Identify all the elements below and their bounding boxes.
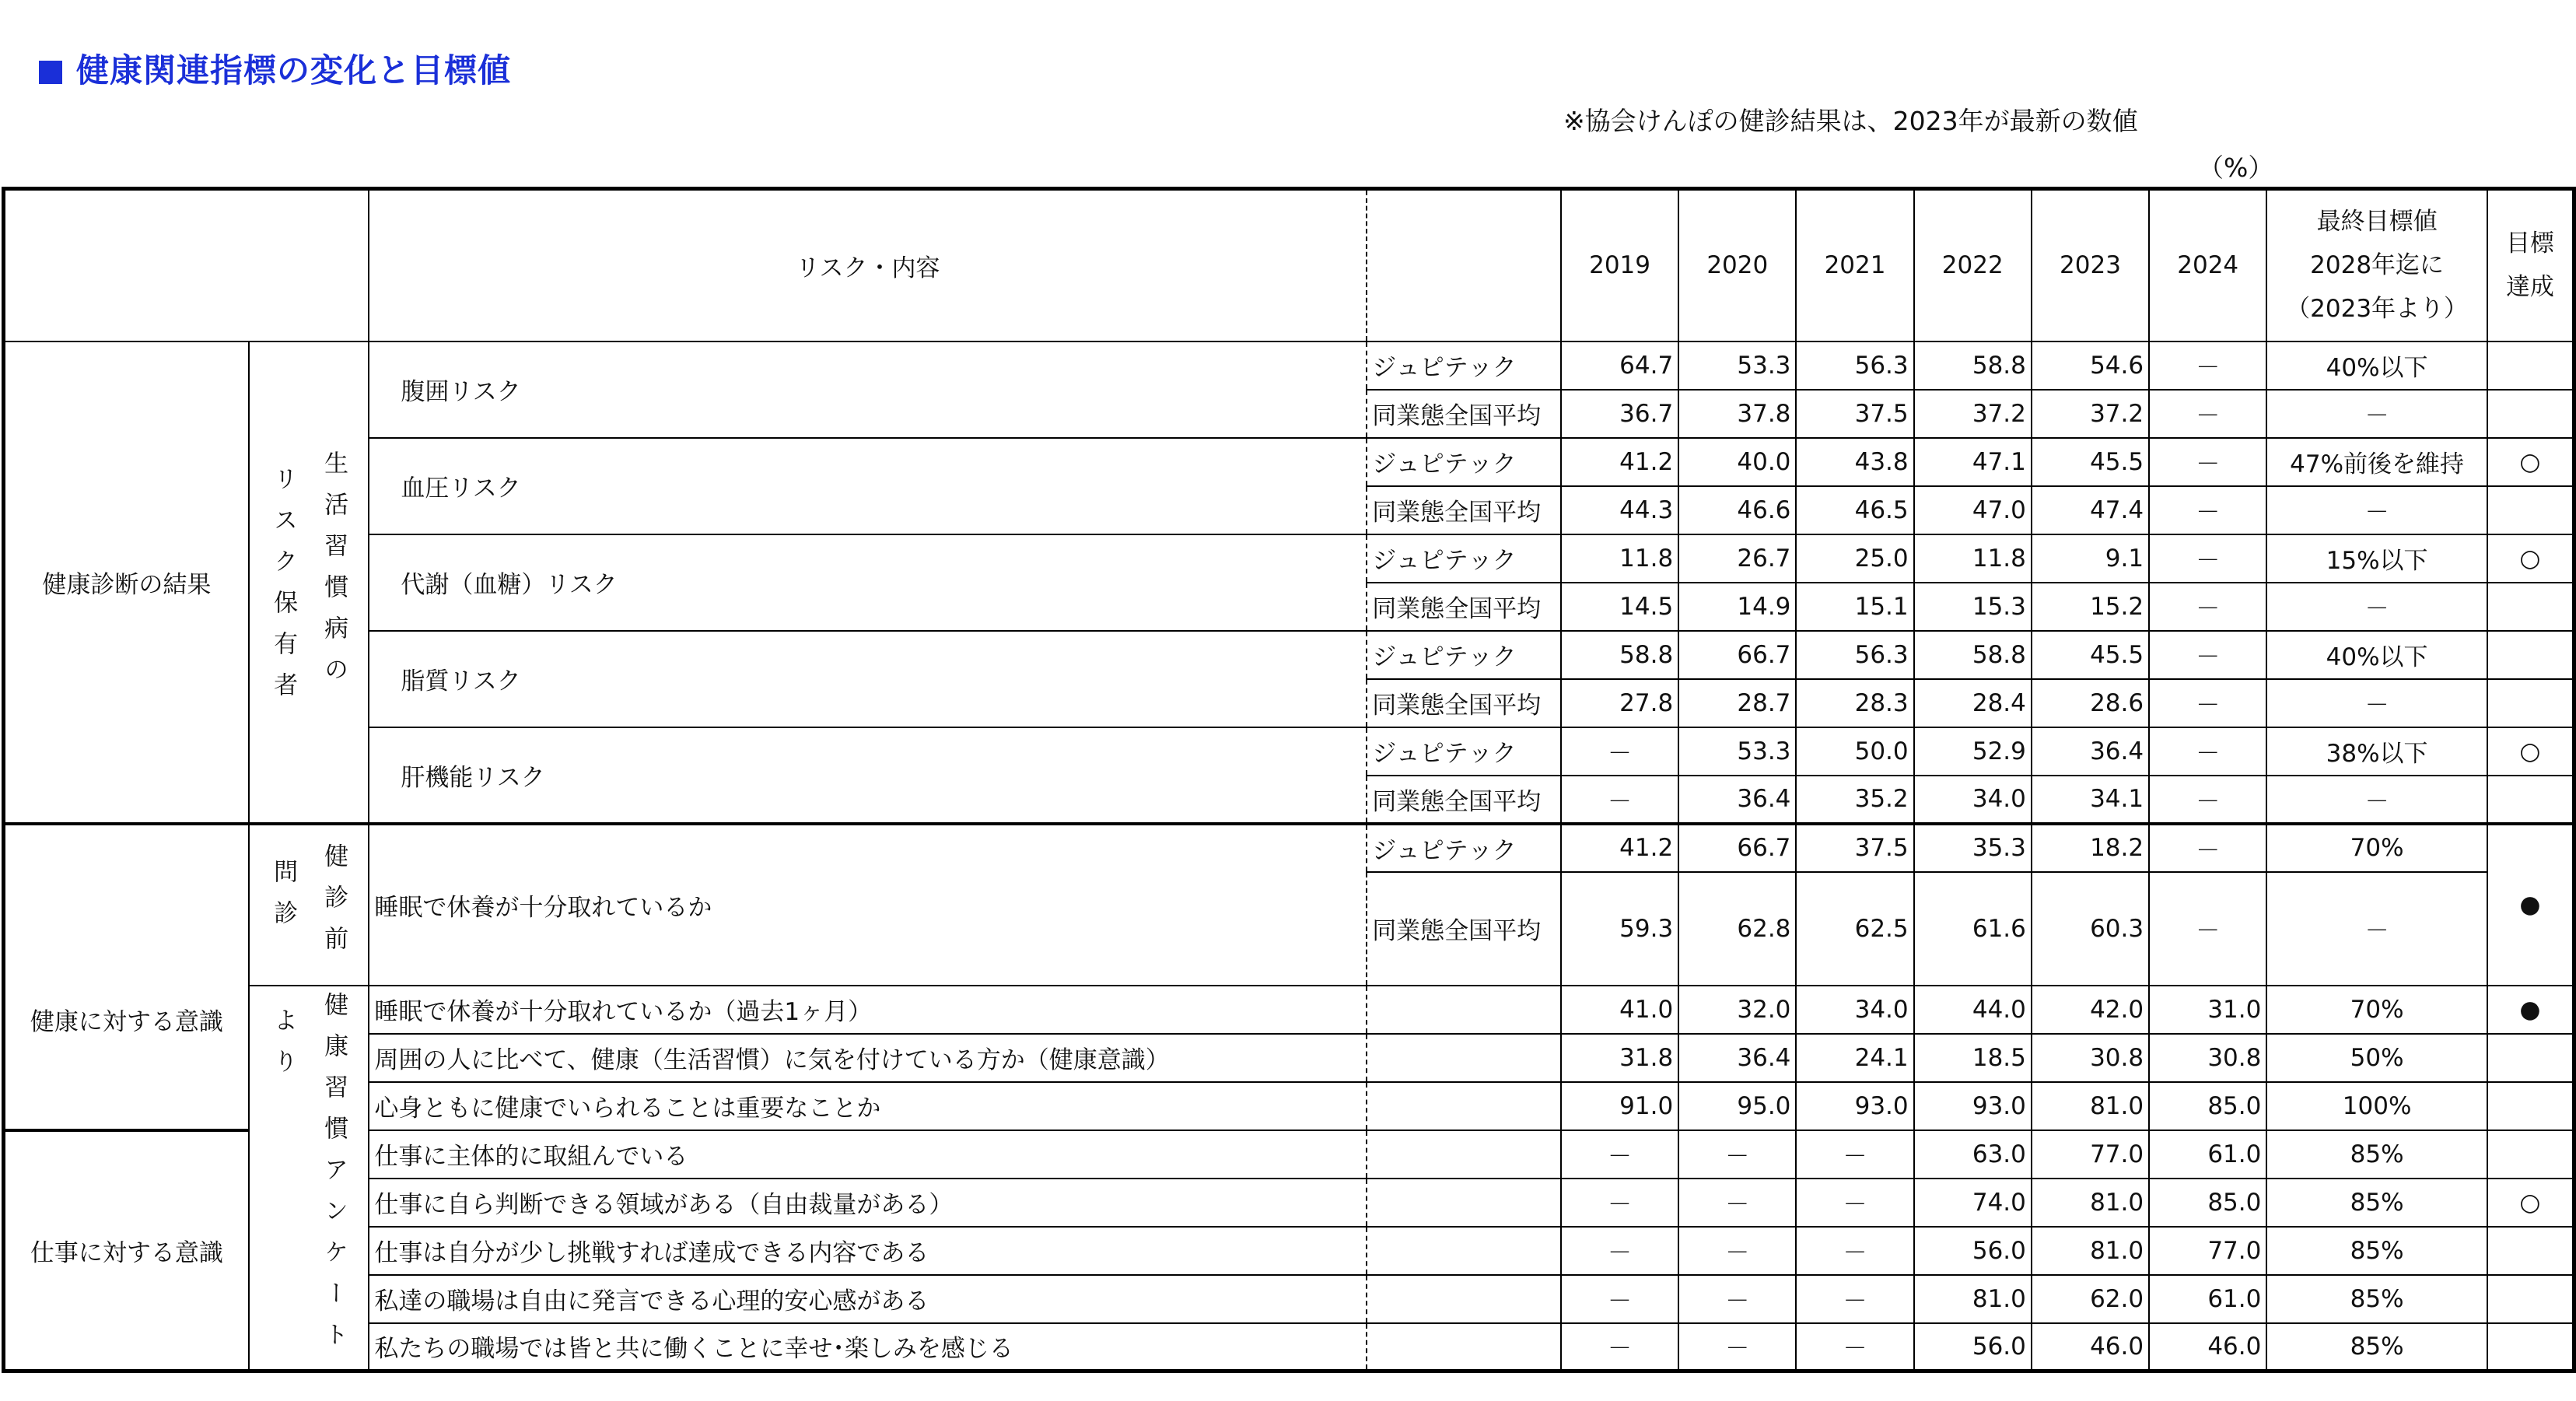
entity-blank bbox=[1367, 986, 1561, 1034]
value-cell: － bbox=[1796, 1227, 1913, 1275]
entity-blank bbox=[1367, 1227, 1561, 1275]
value-cell: 45.5 bbox=[2032, 438, 2149, 486]
group-lifestyle-risk-wrap bbox=[254, 450, 364, 713]
target-cell: － bbox=[2266, 583, 2487, 631]
value-cell: － bbox=[2149, 776, 2266, 824]
target-cell: 85% bbox=[2266, 1130, 2487, 1179]
value-cell: 61.0 bbox=[2149, 1275, 2266, 1323]
entity-industry: 同業態全国平均 bbox=[1367, 776, 1561, 824]
value-cell: 15.2 bbox=[2032, 583, 2149, 631]
value-cell: － bbox=[1561, 1323, 1678, 1371]
value-cell: 45.5 bbox=[2032, 631, 2149, 679]
value-cell: － bbox=[2149, 824, 2266, 872]
source-note: ※協会けんぽの健診結果は、2023年が最新の数値 bbox=[1563, 106, 2138, 136]
target-cell: － bbox=[2266, 872, 2487, 986]
value-cell: － bbox=[1796, 1179, 1913, 1227]
value-cell: 15.3 bbox=[1914, 583, 2032, 631]
value-cell: 28.6 bbox=[2032, 679, 2149, 727]
entity-company: ジュピテック bbox=[1367, 824, 1561, 872]
achieved-mark bbox=[2487, 631, 2574, 679]
value-cell: 36.4 bbox=[2032, 727, 2149, 776]
survey-label: 周囲の人に比べて、健康（生活習慣）に気を付けている方か（健康意識） bbox=[369, 1034, 1367, 1082]
header-year: 2024 bbox=[2149, 189, 2266, 341]
value-cell: 41.2 bbox=[1561, 824, 1678, 872]
value-cell: 81.0 bbox=[2032, 1082, 2149, 1130]
value-cell: 56.0 bbox=[1914, 1227, 2032, 1275]
group-survey-line-a: より bbox=[269, 1007, 298, 1091]
value-cell: 58.8 bbox=[1914, 341, 2032, 390]
group-interview-line-a: 問診 bbox=[269, 858, 298, 941]
value-cell: 61.0 bbox=[2149, 1130, 2266, 1179]
survey-row bbox=[4, 1227, 2574, 1275]
entity-industry: 同業態全国平均 bbox=[1367, 390, 1561, 438]
header-achieved bbox=[2487, 189, 2574, 341]
value-cell: 14.5 bbox=[1561, 583, 1678, 631]
group-health-awareness: 健康に対する意識 bbox=[4, 824, 249, 1130]
risk-label: 腹囲リスク bbox=[369, 341, 1367, 438]
value-cell: 93.0 bbox=[1914, 1082, 2032, 1130]
value-cell: 58.8 bbox=[1914, 631, 2032, 679]
unit-label: （%） bbox=[2198, 152, 2274, 183]
value-cell: 47.1 bbox=[1914, 438, 2032, 486]
target-cell: 47%前後を維持 bbox=[2266, 438, 2487, 486]
achieved-mark-blank bbox=[2487, 583, 2574, 631]
survey-row bbox=[4, 1034, 2574, 1082]
value-cell: 46.0 bbox=[2149, 1323, 2266, 1371]
value-cell: － bbox=[1678, 1227, 1796, 1275]
value-cell: 66.7 bbox=[1678, 824, 1796, 872]
group-survey-wrap bbox=[254, 992, 364, 1363]
value-cell: － bbox=[2149, 583, 2266, 631]
value-cell: 46.6 bbox=[1678, 486, 1796, 534]
value-cell: 85.0 bbox=[2149, 1179, 2266, 1227]
target-cell: 85% bbox=[2266, 1323, 2487, 1371]
value-cell: 62.0 bbox=[2032, 1275, 2149, 1323]
value-cell: 40.0 bbox=[1678, 438, 1796, 486]
value-cell: 61.6 bbox=[1914, 872, 2032, 986]
value-cell: 58.8 bbox=[1561, 631, 1678, 679]
value-cell: 34.0 bbox=[1914, 776, 2032, 824]
target-cell: 85% bbox=[2266, 1179, 2487, 1227]
header-target-line: 最終目標値 bbox=[2316, 208, 2438, 236]
value-cell: 28.7 bbox=[1678, 679, 1796, 727]
target-cell: 50% bbox=[2266, 1034, 2487, 1082]
sleep-label: 睡眠で休養が十分取れているか bbox=[369, 824, 1367, 986]
header-year: 2021 bbox=[1796, 189, 1913, 341]
achieved-mark: ● bbox=[2487, 986, 2574, 1034]
entity-blank bbox=[1367, 1275, 1561, 1323]
survey-row bbox=[4, 1082, 2574, 1130]
survey-row bbox=[4, 1275, 2574, 1323]
group-interview-line-b: 健診前 bbox=[320, 842, 348, 967]
header-target bbox=[2266, 189, 2487, 341]
achieved-mark bbox=[2487, 1227, 2574, 1275]
value-cell: 66.7 bbox=[1678, 631, 1796, 679]
risk-label: 肝機能リスク bbox=[369, 727, 1367, 824]
header-target-line: （2023年より） bbox=[2286, 295, 2469, 324]
survey-label: 私達の職場は自由に発言できる心理的安心感がある bbox=[369, 1275, 1367, 1323]
header-year: 2020 bbox=[1678, 189, 1796, 341]
entity-blank bbox=[1367, 1179, 1561, 1227]
achieved-mark: ○ bbox=[2487, 534, 2574, 583]
value-cell: － bbox=[1796, 1323, 1913, 1371]
value-cell: － bbox=[1678, 1275, 1796, 1323]
value-cell: 91.0 bbox=[1561, 1082, 1678, 1130]
value-cell: － bbox=[2149, 679, 2266, 727]
risk-row-company bbox=[4, 341, 2574, 390]
page-title bbox=[39, 45, 511, 92]
group-interview bbox=[249, 824, 369, 986]
survey-row bbox=[4, 1323, 2574, 1371]
survey-row bbox=[4, 1130, 2574, 1179]
value-cell: 59.3 bbox=[1561, 872, 1678, 986]
value-cell: － bbox=[1561, 1227, 1678, 1275]
header-year: 2022 bbox=[1914, 189, 2032, 341]
value-cell: 36.4 bbox=[1678, 776, 1796, 824]
group-survey bbox=[249, 986, 369, 1371]
risk-label: 代謝（血糖）リスク bbox=[369, 534, 1367, 631]
value-cell: － bbox=[2149, 341, 2266, 390]
value-cell: 46.0 bbox=[2032, 1323, 2149, 1371]
value-cell: 95.0 bbox=[1678, 1082, 1796, 1130]
achieved-mark bbox=[2487, 1082, 2574, 1130]
value-cell: 31.0 bbox=[2149, 986, 2266, 1034]
target-cell: 70% bbox=[2266, 986, 2487, 1034]
target-cell: 40%以下 bbox=[2266, 341, 2487, 390]
value-cell: 28.4 bbox=[1914, 679, 2032, 727]
value-cell: 26.7 bbox=[1678, 534, 1796, 583]
value-cell: 53.3 bbox=[1678, 727, 1796, 776]
survey-row bbox=[4, 1179, 2574, 1227]
value-cell: 30.8 bbox=[2149, 1034, 2266, 1082]
value-cell: 37.5 bbox=[1796, 390, 1913, 438]
header-risk-content: リスク・内容 bbox=[369, 189, 1367, 341]
target-cell: 100% bbox=[2266, 1082, 2487, 1130]
value-cell: 27.8 bbox=[1561, 679, 1678, 727]
value-cell: 81.0 bbox=[1914, 1275, 2032, 1323]
value-cell: 41.0 bbox=[1561, 986, 1678, 1034]
value-cell: 37.8 bbox=[1678, 390, 1796, 438]
entity-industry: 同業態全国平均 bbox=[1367, 872, 1561, 986]
value-cell: 37.5 bbox=[1796, 824, 1913, 872]
value-cell: 37.2 bbox=[2032, 390, 2149, 438]
achieved-mark bbox=[2487, 1130, 2574, 1179]
survey-row bbox=[4, 986, 2574, 1034]
group-lifestyle-risk-line-a: リスク保有者 bbox=[269, 466, 298, 713]
target-cell: 38%以下 bbox=[2266, 727, 2487, 776]
value-cell: 44.3 bbox=[1561, 486, 1678, 534]
group-interview-wrap bbox=[254, 843, 364, 967]
value-cell: 81.0 bbox=[2032, 1227, 2149, 1275]
achieved-mark: ● bbox=[2487, 824, 2574, 986]
value-cell: 47.0 bbox=[1914, 486, 2032, 534]
risk-label: 血圧リスク bbox=[369, 438, 1367, 534]
value-cell: 44.0 bbox=[1914, 986, 2032, 1034]
value-cell: 62.8 bbox=[1678, 872, 1796, 986]
entity-blank bbox=[1367, 1130, 1561, 1179]
value-cell: 56.0 bbox=[1914, 1323, 2032, 1371]
value-cell: 36.7 bbox=[1561, 390, 1678, 438]
value-cell: 36.4 bbox=[1678, 1034, 1796, 1082]
entity-company: ジュピテック bbox=[1367, 438, 1561, 486]
achieved-mark bbox=[2487, 1323, 2574, 1371]
entity-blank bbox=[1367, 1323, 1561, 1371]
value-cell: 32.0 bbox=[1678, 986, 1796, 1034]
value-cell: － bbox=[1678, 1130, 1796, 1179]
value-cell: － bbox=[1678, 1323, 1796, 1371]
value-cell: 35.3 bbox=[1914, 824, 2032, 872]
target-cell: － bbox=[2266, 390, 2487, 438]
risk-row-company bbox=[4, 534, 2574, 583]
value-cell: 9.1 bbox=[2032, 534, 2149, 583]
target-cell: － bbox=[2266, 776, 2487, 824]
target-cell: 15%以下 bbox=[2266, 534, 2487, 583]
survey-label: 仕事に主体的に取組んでいる bbox=[369, 1130, 1367, 1179]
value-cell: 28.3 bbox=[1796, 679, 1913, 727]
achieved-mark: ○ bbox=[2487, 1179, 2574, 1227]
value-cell: 52.9 bbox=[1914, 727, 2032, 776]
value-cell: 42.0 bbox=[2032, 986, 2149, 1034]
health-indicators-table bbox=[2, 187, 2576, 1373]
value-cell: 11.8 bbox=[1561, 534, 1678, 583]
value-cell: 11.8 bbox=[1914, 534, 2032, 583]
value-cell: － bbox=[1561, 776, 1678, 824]
target-cell: 85% bbox=[2266, 1227, 2487, 1275]
value-cell: 30.8 bbox=[2032, 1034, 2149, 1082]
survey-label: 仕事は自分が少し挑戦すれば達成できる内容である bbox=[369, 1227, 1367, 1275]
value-cell: － bbox=[1561, 727, 1678, 776]
value-cell: 18.2 bbox=[2032, 824, 2149, 872]
value-cell: 93.0 bbox=[1796, 1082, 1913, 1130]
achieved-mark-blank bbox=[2487, 776, 2574, 824]
value-cell: － bbox=[1678, 1179, 1796, 1227]
value-cell: 63.0 bbox=[1914, 1130, 2032, 1179]
value-cell: － bbox=[2149, 390, 2266, 438]
entity-industry: 同業態全国平均 bbox=[1367, 486, 1561, 534]
value-cell: 35.2 bbox=[1796, 776, 1913, 824]
target-cell: 70% bbox=[2266, 824, 2487, 872]
value-cell: 15.1 bbox=[1796, 583, 1913, 631]
value-cell: － bbox=[2149, 631, 2266, 679]
achieved-mark bbox=[2487, 341, 2574, 390]
entity-company: ジュピテック bbox=[1367, 631, 1561, 679]
value-cell: － bbox=[1796, 1130, 1913, 1179]
risk-row-company bbox=[4, 631, 2574, 679]
value-cell: － bbox=[1561, 1130, 1678, 1179]
entity-company: ジュピテック bbox=[1367, 534, 1561, 583]
entity-industry: 同業態全国平均 bbox=[1367, 679, 1561, 727]
value-cell: 47.4 bbox=[2032, 486, 2149, 534]
header-year: 2023 bbox=[2032, 189, 2149, 341]
value-cell: 25.0 bbox=[1796, 534, 1913, 583]
header-row bbox=[4, 189, 2574, 341]
value-cell: 37.2 bbox=[1914, 390, 2032, 438]
value-cell: － bbox=[2149, 872, 2266, 986]
value-cell: 56.3 bbox=[1796, 631, 1913, 679]
value-cell: － bbox=[2149, 534, 2266, 583]
entity-company: ジュピテック bbox=[1367, 341, 1561, 390]
value-cell: － bbox=[1561, 1275, 1678, 1323]
header-blank bbox=[4, 189, 369, 341]
target-cell: 85% bbox=[2266, 1275, 2487, 1323]
achieved-mark-blank bbox=[2487, 679, 2574, 727]
risk-row-company bbox=[4, 727, 2574, 776]
value-cell: 77.0 bbox=[2149, 1227, 2266, 1275]
survey-label: 私たちの職場では皆と共に働くことに幸せ･楽しみを感じる bbox=[369, 1323, 1367, 1371]
target-cell: － bbox=[2266, 679, 2487, 727]
value-cell: 56.3 bbox=[1796, 341, 1913, 390]
square-bullet-icon bbox=[39, 61, 62, 84]
value-cell: 85.0 bbox=[2149, 1082, 2266, 1130]
value-cell: 50.0 bbox=[1796, 727, 1913, 776]
entity-industry: 同業態全国平均 bbox=[1367, 583, 1561, 631]
value-cell: 14.9 bbox=[1678, 583, 1796, 631]
entity-blank bbox=[1367, 1082, 1561, 1130]
group-lifestyle-risk bbox=[249, 341, 369, 824]
value-cell: － bbox=[1796, 1275, 1913, 1323]
achieved-mark bbox=[2487, 1034, 2574, 1082]
header-entity-blank bbox=[1367, 189, 1561, 341]
target-cell: 40%以下 bbox=[2266, 631, 2487, 679]
value-cell: 64.7 bbox=[1561, 341, 1678, 390]
value-cell: 18.5 bbox=[1914, 1034, 2032, 1082]
achieved-mark bbox=[2487, 1275, 2574, 1323]
value-cell: 34.1 bbox=[2032, 776, 2149, 824]
survey-label: 仕事に自ら判断できる領域がある（自由裁量がある） bbox=[369, 1179, 1367, 1227]
achieved-mark: ○ bbox=[2487, 727, 2574, 776]
group-lifestyle-risk-line-b: 生活習慣病の bbox=[320, 450, 348, 698]
value-cell: － bbox=[2149, 438, 2266, 486]
value-cell: 31.8 bbox=[1561, 1034, 1678, 1082]
value-cell: 81.0 bbox=[2032, 1179, 2149, 1227]
value-cell: 53.3 bbox=[1678, 341, 1796, 390]
group-work-awareness: 仕事に対する意識 bbox=[4, 1130, 249, 1371]
group-survey-line-b: 健康習慣アンケート bbox=[320, 992, 348, 1364]
achieved-mark-blank bbox=[2487, 390, 2574, 438]
entity-company: ジュピテック bbox=[1367, 727, 1561, 776]
value-cell: 43.8 bbox=[1796, 438, 1913, 486]
header-year: 2019 bbox=[1561, 189, 1678, 341]
group-health-check: 健康診断の結果 bbox=[4, 341, 249, 824]
value-cell: － bbox=[1561, 1179, 1678, 1227]
entity-blank bbox=[1367, 1034, 1561, 1082]
page-title-text: 健康関連指標の変化と目標値 bbox=[76, 51, 512, 89]
achieved-mark-blank bbox=[2487, 486, 2574, 534]
survey-label: 心身ともに健康でいられることは重要なことか bbox=[369, 1082, 1367, 1130]
value-cell: 60.3 bbox=[2032, 872, 2149, 986]
value-cell: 34.0 bbox=[1796, 986, 1913, 1034]
achieved-mark: ○ bbox=[2487, 438, 2574, 486]
value-cell: 77.0 bbox=[2032, 1130, 2149, 1179]
sleep-row-company bbox=[4, 824, 2574, 872]
value-cell: 41.2 bbox=[1561, 438, 1678, 486]
value-cell: 24.1 bbox=[1796, 1034, 1913, 1082]
risk-label: 脂質リスク bbox=[369, 631, 1367, 727]
survey-label: 睡眠で休養が十分取れているか（過去1ヶ月） bbox=[369, 986, 1367, 1034]
value-cell: － bbox=[2149, 486, 2266, 534]
header-achieved-line: 達成 bbox=[2505, 273, 2554, 302]
value-cell: 54.6 bbox=[2032, 341, 2149, 390]
risk-row-company bbox=[4, 438, 2574, 486]
value-cell: 74.0 bbox=[1914, 1179, 2032, 1227]
header-target-line: 2028年迄に bbox=[2310, 251, 2445, 280]
value-cell: － bbox=[2149, 727, 2266, 776]
header-achieved-line: 目標 bbox=[2505, 229, 2554, 258]
value-cell: 46.5 bbox=[1796, 486, 1913, 534]
target-cell: － bbox=[2266, 486, 2487, 534]
value-cell: 62.5 bbox=[1796, 872, 1913, 986]
